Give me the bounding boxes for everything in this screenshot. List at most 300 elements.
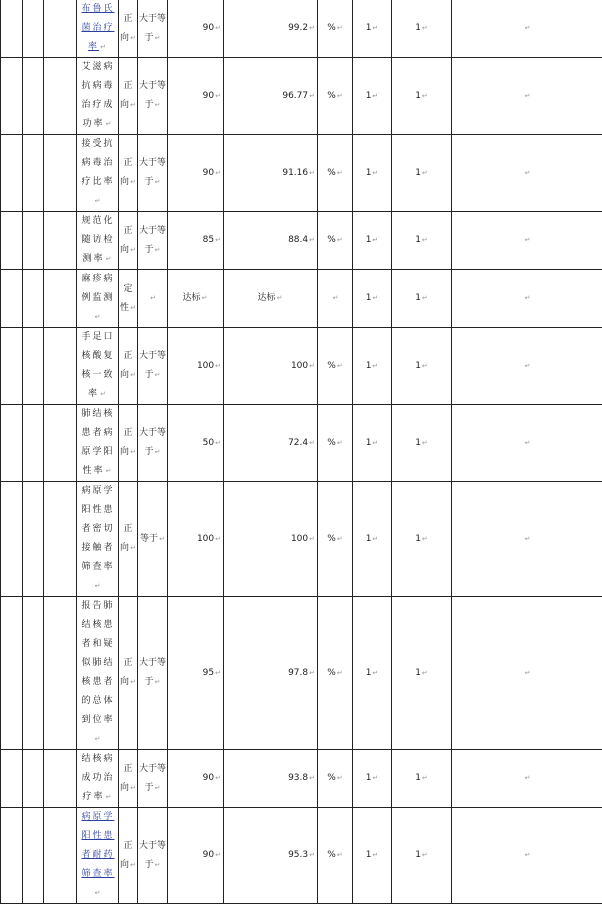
target-value-text: 90 [203, 850, 214, 860]
weight-2-text: 1 [415, 773, 421, 783]
paragraph-mark: ↵ [215, 92, 221, 100]
paragraph-mark: ↵ [337, 851, 343, 859]
target-value-text: 95 [203, 668, 214, 678]
compare [138, 597, 168, 750]
target-value-text: 90 [203, 91, 214, 101]
paragraph-mark: ↵ [215, 236, 221, 244]
paragraph-mark: ↵ [155, 101, 161, 109]
paragraph-mark: ↵ [372, 92, 378, 100]
direction-text: 正向 [120, 158, 132, 187]
blank-col-3 [44, 482, 77, 597]
direction [119, 270, 138, 328]
weight-1-text: 1 [366, 668, 372, 678]
paragraph-mark: ↵ [130, 544, 136, 552]
paragraph-mark: ↵ [422, 236, 428, 244]
direction [119, 0, 138, 58]
paragraph-mark: ↵ [215, 851, 221, 859]
weight-1-text: 1 [366, 534, 372, 544]
target-value-text: 90 [203, 168, 214, 178]
direction-text: 正向 [120, 226, 132, 255]
blank-col-1 [1, 750, 23, 808]
paragraph-mark: ↵ [372, 24, 378, 32]
blank-col-2 [23, 808, 44, 904]
paragraph-mark: ↵ [215, 24, 221, 32]
blank-col-3 [44, 808, 77, 904]
paragraph-mark: ↵ [525, 24, 531, 32]
paragraph-mark: ↵ [372, 851, 378, 859]
compare-text: 大于等于 [139, 841, 166, 870]
blank-col-3 [44, 328, 77, 405]
blank-col-2 [23, 405, 44, 482]
indicator-name-text: 报告肺结核患者和疑似肺结核患者的总体到位率 [81, 601, 114, 725]
weight-1-text: 1 [366, 361, 372, 371]
actual-value-text: 96.77 [282, 91, 308, 101]
unit [318, 0, 353, 58]
paragraph-mark: ↵ [309, 92, 315, 100]
weight-2 [392, 135, 452, 212]
paragraph-mark: ↵ [422, 169, 428, 177]
paragraph-mark: ↵ [215, 439, 221, 447]
actual-value [224, 270, 318, 328]
target-value [168, 135, 224, 212]
weight-1 [353, 328, 392, 405]
unit [318, 482, 353, 597]
direction-text: 正向 [120, 524, 132, 553]
indicator-name-text: 肺结核患者病原学阳性率 [81, 409, 114, 476]
actual-value [224, 58, 318, 135]
paragraph-mark: ↵ [155, 34, 161, 42]
indicator-name [77, 808, 119, 904]
actual-value [224, 808, 318, 904]
target-value [168, 405, 224, 482]
compare [138, 135, 168, 212]
indicator-name [77, 270, 119, 328]
paragraph-mark: ↵ [372, 236, 378, 244]
paragraph-mark: ↵ [372, 439, 378, 447]
paragraph-mark: ↵ [130, 784, 136, 792]
paragraph-mark: ↵ [106, 467, 114, 475]
paragraph-mark: ↵ [333, 294, 339, 302]
weight-2-text: 1 [415, 850, 421, 860]
paragraph-mark: ↵ [106, 120, 114, 128]
unit [318, 808, 353, 904]
direction [119, 482, 138, 597]
note [452, 58, 602, 135]
paragraph-mark: ↵ [525, 92, 531, 100]
blank-col-2 [23, 0, 44, 58]
indicator-name [77, 597, 119, 750]
blank-col-1 [1, 597, 23, 750]
note [452, 212, 602, 270]
blank-col-2 [23, 58, 44, 135]
unit [318, 212, 353, 270]
weight-1 [353, 482, 392, 597]
paragraph-mark: ↵ [525, 294, 531, 302]
target-value [168, 808, 224, 904]
blank-col-1 [1, 0, 23, 58]
unit-text: % [327, 235, 336, 245]
table-body [1, 0, 602, 904]
paragraph-mark: ↵ [202, 294, 208, 302]
blank-col-1 [1, 212, 23, 270]
weight-1 [353, 58, 392, 135]
paragraph-mark: ↵ [422, 535, 428, 543]
actual-value-text: 91.16 [282, 168, 308, 178]
paragraph-mark: ↵ [95, 313, 103, 321]
paragraph-mark: ↵ [309, 774, 315, 782]
actual-value [224, 212, 318, 270]
paragraph-mark: ↵ [337, 24, 343, 32]
direction [119, 750, 138, 808]
actual-value-text: 88.4 [288, 235, 308, 245]
blank-col-1 [1, 808, 23, 904]
unit [318, 270, 353, 328]
unit-text: % [327, 534, 336, 544]
direction-text: 定性 [120, 284, 132, 313]
paragraph-mark: ↵ [525, 535, 531, 543]
table-row [1, 212, 602, 270]
table-row [1, 482, 602, 597]
paragraph-mark: ↵ [215, 169, 221, 177]
table-row [1, 750, 602, 808]
unit [318, 135, 353, 212]
indicator-name [77, 135, 119, 212]
paragraph-mark: ↵ [309, 851, 315, 859]
table-row [1, 58, 602, 135]
weight-1-text: 1 [366, 850, 372, 860]
blank-col-3 [44, 58, 77, 135]
paragraph-mark: ↵ [155, 784, 161, 792]
compare-text: 大于等于 [139, 14, 166, 43]
compare-text: 大于等于 [139, 658, 166, 687]
direction-text: 正向 [120, 81, 132, 110]
weight-1 [353, 0, 392, 58]
paragraph-mark: ↵ [422, 24, 428, 32]
compare [138, 482, 168, 597]
weight-2-text: 1 [415, 668, 421, 678]
weight-1-text: 1 [366, 438, 372, 448]
weight-1-text: 1 [366, 23, 372, 33]
indicator-name-text: 结核病成功治疗率 [81, 754, 114, 802]
note [452, 0, 602, 58]
paragraph-mark: ↵ [337, 362, 343, 370]
indicator-name [77, 482, 119, 597]
paragraph-mark: ↵ [95, 889, 103, 897]
weight-2 [392, 750, 452, 808]
paragraph-mark: ↵ [525, 169, 531, 177]
compare-text: 大于等于 [139, 158, 166, 187]
paragraph-mark: ↵ [422, 362, 428, 370]
paragraph-mark: ↵ [106, 255, 114, 263]
table-row [1, 808, 602, 904]
paragraph-mark: ↵ [309, 669, 315, 677]
paragraph-mark: ↵ [159, 535, 165, 543]
actual-value-text: 99.2 [288, 23, 308, 33]
note [452, 750, 602, 808]
actual-value-text: 100 [291, 361, 308, 371]
paragraph-mark: ↵ [130, 304, 136, 312]
paragraph-mark: ↵ [372, 669, 378, 677]
weight-1 [353, 135, 392, 212]
paragraph-mark: ↵ [372, 169, 378, 177]
actual-value [224, 405, 318, 482]
paragraph-mark: ↵ [130, 448, 136, 456]
weight-2 [392, 482, 452, 597]
note [452, 482, 602, 597]
indicator-name-text: 病原学阳性患者耐药筛查率 [81, 812, 114, 879]
paragraph-mark: ↵ [525, 362, 531, 370]
blank-col-1 [1, 405, 23, 482]
actual-value-text: 93.8 [288, 773, 308, 783]
target-value-text: 100 [197, 361, 214, 371]
direction [119, 808, 138, 904]
paragraph-mark: ↵ [150, 294, 156, 302]
target-value [168, 750, 224, 808]
actual-value-text: 达标 [258, 293, 276, 303]
note [452, 405, 602, 482]
paragraph-mark: ↵ [422, 851, 428, 859]
compare [138, 750, 168, 808]
actual-value [224, 482, 318, 597]
unit-text: % [327, 668, 336, 678]
paragraph-mark: ↵ [130, 371, 136, 379]
paragraph-mark: ↵ [95, 735, 103, 743]
target-value-text: 达标 [183, 293, 201, 303]
paragraph-mark: ↵ [337, 535, 343, 543]
paragraph-mark: ↵ [130, 178, 136, 186]
actual-value-text: 97.8 [288, 668, 308, 678]
weight-2 [392, 597, 452, 750]
paragraph-mark: ↵ [155, 178, 161, 186]
blank-col-2 [23, 482, 44, 597]
paragraph-mark: ↵ [337, 169, 343, 177]
paragraph-mark: ↵ [372, 362, 378, 370]
target-value-text: 50 [203, 438, 214, 448]
indicator-name-text: 病原学阳性患者密切接触者筛查率 [81, 486, 114, 572]
paragraph-mark: ↵ [337, 669, 343, 677]
note [452, 135, 602, 212]
indicator-name [77, 58, 119, 135]
unit-text: % [327, 91, 336, 101]
paragraph-mark: ↵ [155, 371, 161, 379]
direction-text: 正向 [120, 658, 132, 687]
paragraph-mark: ↵ [422, 774, 428, 782]
weight-2 [392, 212, 452, 270]
blank-col-1 [1, 58, 23, 135]
paragraph-mark: ↵ [215, 362, 221, 370]
target-value-text: 90 [203, 23, 214, 33]
compare [138, 808, 168, 904]
compare [138, 0, 168, 58]
direction-text: 正向 [120, 14, 132, 43]
actual-value [224, 135, 318, 212]
blank-col-2 [23, 328, 44, 405]
paragraph-mark: ↵ [372, 535, 378, 543]
note [452, 597, 602, 750]
target-value [168, 270, 224, 328]
paragraph-mark: ↵ [106, 793, 114, 801]
paragraph-mark: ↵ [130, 101, 136, 109]
paragraph-mark: ↵ [525, 439, 531, 447]
paragraph-mark: ↵ [337, 774, 343, 782]
note [452, 808, 602, 904]
compare [138, 212, 168, 270]
paragraph-mark: ↵ [215, 669, 221, 677]
paragraph-mark: ↵ [337, 236, 343, 244]
weight-2-text: 1 [415, 23, 421, 33]
indicator-name [77, 405, 119, 482]
unit-text: % [327, 850, 336, 860]
weight-2 [392, 808, 452, 904]
unit [318, 405, 353, 482]
direction [119, 405, 138, 482]
paragraph-mark: ↵ [525, 669, 531, 677]
direction-text: 正向 [120, 841, 132, 870]
unit [318, 597, 353, 750]
blank-col-2 [23, 597, 44, 750]
paragraph-mark: ↵ [309, 535, 315, 543]
actual-value-text: 100 [291, 534, 308, 544]
paragraph-mark: ↵ [277, 294, 283, 302]
weight-2 [392, 405, 452, 482]
weight-1-text: 1 [366, 293, 372, 303]
actual-value [224, 750, 318, 808]
paragraph-mark: ↵ [309, 236, 315, 244]
target-value [168, 212, 224, 270]
paragraph-mark: ↵ [309, 169, 315, 177]
compare-text: 大于等于 [139, 226, 166, 255]
table-row [1, 270, 602, 328]
blank-col-1 [1, 482, 23, 597]
compare [138, 328, 168, 405]
paragraph-mark: ↵ [130, 34, 136, 42]
paragraph-mark: ↵ [309, 362, 315, 370]
direction-text: 正向 [120, 351, 132, 380]
blank-col-3 [44, 597, 77, 750]
direction [119, 135, 138, 212]
paragraph-mark: ↵ [130, 246, 136, 254]
blank-col-2 [23, 750, 44, 808]
blank-col-1 [1, 135, 23, 212]
weight-2-text: 1 [415, 235, 421, 245]
weight-1 [353, 808, 392, 904]
blank-col-2 [23, 270, 44, 328]
paragraph-mark: ↵ [422, 92, 428, 100]
weight-2-text: 1 [415, 438, 421, 448]
indicator-name-text: 规范化随访检测率 [81, 216, 114, 264]
blank-col-1 [1, 270, 23, 328]
unit-text: % [327, 23, 336, 33]
compare-text: 大于等于 [139, 81, 166, 110]
indicator-name [77, 0, 119, 58]
paragraph-mark: ↵ [422, 439, 428, 447]
weight-1 [353, 750, 392, 808]
weight-1-text: 1 [366, 168, 372, 178]
compare [138, 58, 168, 135]
actual-value [224, 597, 318, 750]
table-row [1, 135, 602, 212]
indicator-name [77, 328, 119, 405]
paragraph-mark: ↵ [155, 861, 161, 869]
unit [318, 58, 353, 135]
weight-2-text: 1 [415, 293, 421, 303]
table-row [1, 328, 602, 405]
compare-text: 等于 [140, 534, 158, 544]
blank-col-3 [44, 270, 77, 328]
paragraph-mark: ↵ [100, 390, 108, 398]
weight-1 [353, 212, 392, 270]
target-value [168, 482, 224, 597]
paragraph-mark: ↵ [95, 197, 103, 205]
direction-text: 正向 [120, 764, 132, 793]
blank-col-2 [23, 135, 44, 212]
unit-text: % [327, 773, 336, 783]
paragraph-mark: ↵ [130, 678, 136, 686]
paragraph-mark: ↵ [95, 582, 103, 590]
paragraph-mark: ↵ [372, 774, 378, 782]
note [452, 270, 602, 328]
blank-col-1 [1, 328, 23, 405]
actual-value-text: 72.4 [288, 438, 308, 448]
indicator-name-text: 布鲁氏菌治疗率 [81, 4, 114, 52]
compare [138, 270, 168, 328]
compare-text: 大于等于 [139, 351, 166, 380]
paragraph-mark: ↵ [422, 294, 428, 302]
weight-2 [392, 0, 452, 58]
unit [318, 750, 353, 808]
weight-1 [353, 405, 392, 482]
weight-2-text: 1 [415, 534, 421, 544]
unit-text: % [327, 438, 336, 448]
paragraph-mark: ↵ [372, 294, 378, 302]
unit-text: % [327, 361, 336, 371]
target-value-text: 100 [197, 534, 214, 544]
blank-col-3 [44, 750, 77, 808]
actual-value [224, 328, 318, 405]
indicator-name [77, 750, 119, 808]
actual-value [224, 0, 318, 58]
weight-2-text: 1 [415, 168, 421, 178]
table-row [1, 0, 602, 58]
target-value [168, 597, 224, 750]
target-value [168, 58, 224, 135]
weight-1-text: 1 [366, 235, 372, 245]
target-value [168, 328, 224, 405]
paragraph-mark: ↵ [130, 861, 136, 869]
indicator-name-text: 艾滋病抗病毒治疗成功率 [81, 62, 114, 129]
indicator-name-text: 手足口核酸复核一致率 [81, 332, 114, 399]
paragraph-mark: ↵ [309, 24, 315, 32]
paragraph-mark: ↵ [100, 43, 108, 51]
paragraph-mark: ↵ [525, 774, 531, 782]
weight-2 [392, 270, 452, 328]
paragraph-mark: ↵ [155, 448, 161, 456]
blank-col-3 [44, 212, 77, 270]
unit [318, 328, 353, 405]
weight-2 [392, 58, 452, 135]
unit-text: % [327, 168, 336, 178]
paragraph-mark: ↵ [337, 92, 343, 100]
blank-col-2 [23, 212, 44, 270]
note [452, 328, 602, 405]
paragraph-mark: ↵ [309, 439, 315, 447]
direction [119, 597, 138, 750]
direction [119, 58, 138, 135]
target-value-text: 85 [203, 235, 214, 245]
compare-text: 大于等于 [139, 764, 166, 793]
compare-text: 大于等于 [139, 428, 166, 457]
compare [138, 405, 168, 482]
